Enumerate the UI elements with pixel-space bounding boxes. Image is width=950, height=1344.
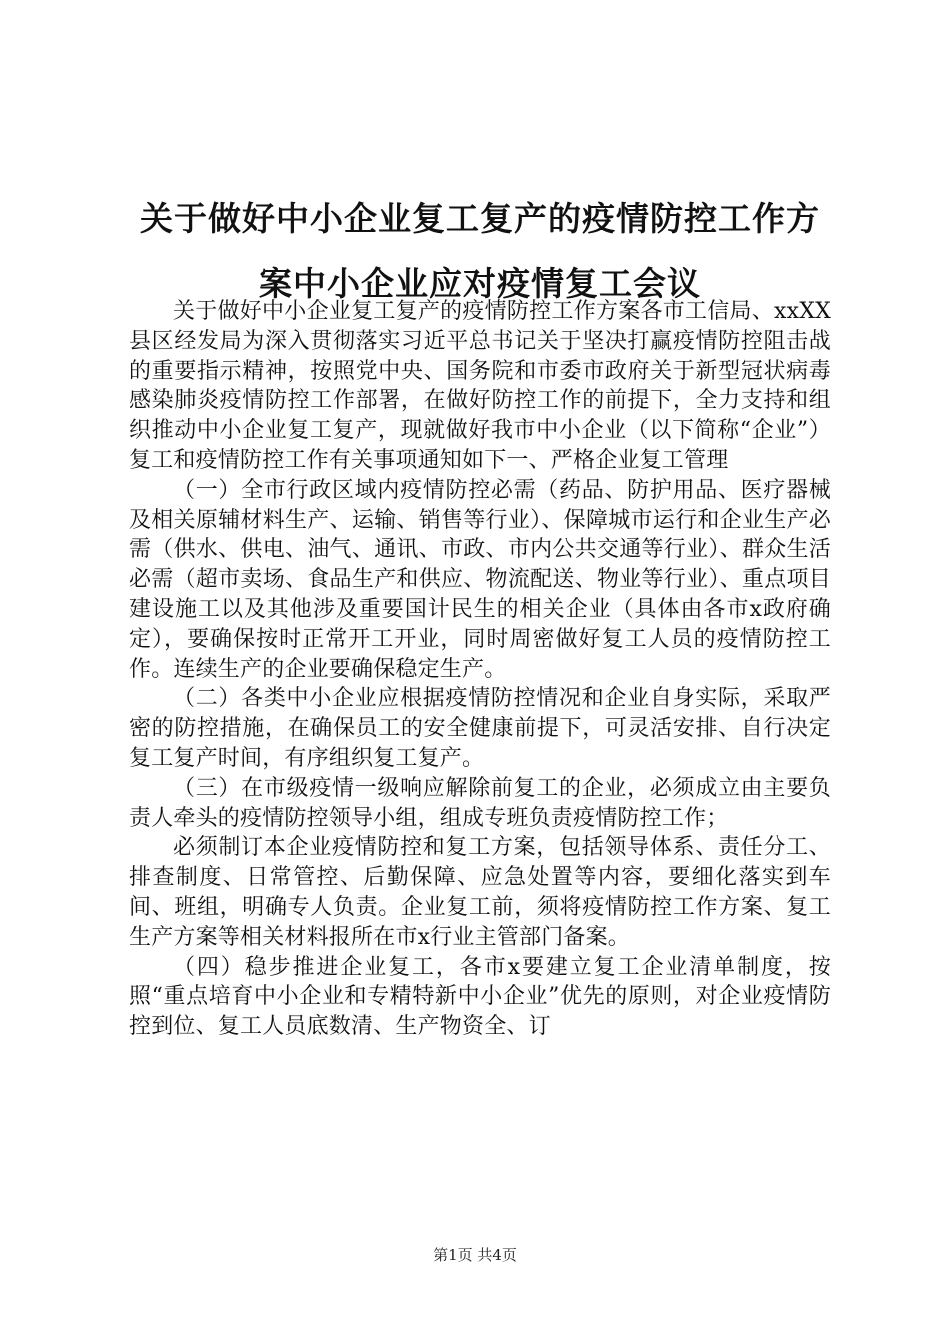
paragraph-1: 关于做好中小企业复工复产的疫情防控工作方案各市工信局、xxXX县区经发局为深入贯彻落实习近平总书记关于坚决打赢疫情防控阻击战的重要指示精神，按照党中央、国务院和市委市政府关于新型冠状病毒感染肺炎疫情防控工作部署，在做好防控工作的前提下，全力支持和组织推动中小企业复工复产，现就做好我市中小企业（以下简称“企业”）复工和疫情防控工作有关事项通知如下一、严格企业复工管理	[129, 299, 831, 473]
paragraph-2: （一）全市行政区域内疫情防控必需（药品、防护用品、医疗器械及相关原辅材料生产、运输、销售等行业）、保障城市运行和企业生产必需（供水、供电、油气、通讯、市政、市内公共交通等行业）、群众生活必需（超市卖场、食品生产和供应、物流配送、物业等行业）、重点项目建设施工以及其他涉及重要国计民生的相关企业（具体由各市x政府确定），要确保按时正常开工开业，同时周密做好复工人员的疫情防控工作。连续生产的企业要确保稳定生产。	[129, 477, 831, 682]
title-line-1: 关于做好中小企业复工复产的疫情防控工作方	[140, 199, 820, 238]
title-line-2: 案中小企业应对疫情复工会议	[259, 264, 701, 303]
paragraph-6: （四）稳步推进企业复工，各市x要建立复工企业清单制度，按照“重点培育中小企业和专精特新中小企业”优先的原则，对企业疫情防控到位、复工人员底数清、生产物资全、订	[129, 954, 831, 1040]
page-footer: 第1页 共4页	[433, 1246, 517, 1264]
document-body	[129, 297, 831, 1042]
paragraph-5: 必须制订本企业疫情防控和复工方案，包括领导体系、责任分工、排查制度、日常管控、后勤保障、应急处置等内容，要细化落实到车间、班组，明确专人负责。企业复工前，须将疫情防控工作方案、复工生产方案等相关材料报所在市x行业主管部门备案。	[129, 835, 831, 950]
paragraph-3: （二）各类中小企业应根据疫情防控情况和企业自身实际，采取严密的防控措施，在确保员工的安全健康前提下，可灵活安排、自行决定复工复产时间，有序组织复工复产。	[129, 686, 831, 771]
paragraph-4: （三）在市级疫情一级响应解除前复工的企业，必须成立由主要负责人牵头的疫情防控领导小组，组成专班负责疫情防控工作；	[129, 775, 831, 831]
